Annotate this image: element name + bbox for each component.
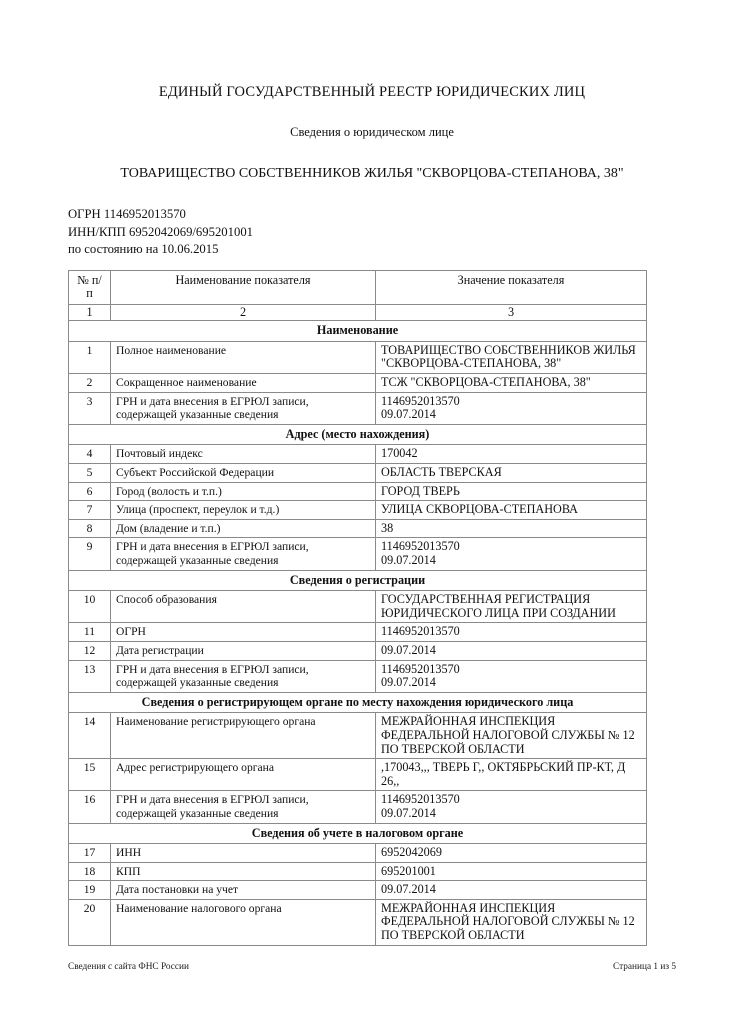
page-title: ЕДИНЫЙ ГОСУДАРСТВЕННЫЙ РЕЕСТР ЮРИДИЧЕСКИХ ЛИЦ [158,84,586,100]
column-index-name: 2 [111,304,376,321]
table-row [69,392,647,424]
row-indicator-name: Полное наименование [111,341,376,373]
table-row [69,623,647,642]
table-row [69,591,647,623]
table-row [69,713,647,759]
table-section-header [69,692,647,713]
row-indicator-value: ГОРОД ТВЕРЬ [376,482,647,501]
table-section-title: Сведения о регистрирующем органе по месту нахождения юридического лица [69,692,647,713]
row-indicator-name: ИНН [111,844,376,863]
table-row [69,660,647,692]
row-number: 14 [69,713,111,759]
row-indicator-value: ОБЛАСТЬ ТВЕРСКАЯ [376,464,647,483]
row-indicator-name: ГРН и дата внесения в ЕГРЮЛ записи, содержащей указанные сведения [111,392,376,424]
table-section-header [69,424,647,445]
row-indicator-name: Субъект Российской Федерации [111,464,376,483]
row-indicator-value: 09.07.2014 [376,641,647,660]
footer-page-number: Страница 1 из 5 [613,962,676,972]
table-section-title: Адрес (место нахождения) [69,424,647,445]
table-section-title: Наименование [69,321,647,342]
row-indicator-value: ТОВАРИЩЕСТВО СОБСТВЕННИКОВ ЖИЛЬЯ "СКВОРЦОВА-СТЕПАНОВА, 38" [376,341,647,373]
row-indicator-value: 1146952013570 09.07.2014 [376,538,647,570]
row-number: 18 [69,862,111,881]
row-indicator-name: Дата регистрации [111,641,376,660]
row-indicator-name: Дата постановки на учет [111,881,376,900]
table-row [69,844,647,863]
table-row [69,445,647,464]
as-of-date-line: по состоянию на 10.06.2015 [68,242,219,256]
row-indicator-name: ГРН и дата внесения в ЕГРЮЛ записи, содержащей указанные сведения [111,660,376,692]
row-number: 7 [69,501,111,520]
table-section-header [69,321,647,342]
table-section-header [69,823,647,844]
column-header-value: Значение показателя [376,270,647,304]
row-number: 2 [69,374,111,393]
column-index-value: 3 [376,304,647,321]
row-indicator-name: Наименование регистрирующего органа [111,713,376,759]
row-indicator-name: Дом (владение и т.п.) [111,519,376,538]
row-indicator-value: ТСЖ "СКВОРЦОВА-СТЕПАНОВА, 38" [376,374,647,393]
row-indicator-value: 1146952013570 [376,623,647,642]
row-indicator-name: Улица (проспект, переулок и т.д.) [111,501,376,520]
table-row [69,862,647,881]
row-number: 16 [69,791,111,823]
column-index-num: 1 [69,304,111,321]
row-indicator-value: 38 [376,519,647,538]
row-indicator-name: ОГРН [111,623,376,642]
row-indicator-name: ГРН и дата внесения в ЕГРЮЛ записи, содержащей указанные сведения [111,791,376,823]
ogrn-line: ОГРН 1146952013570 [68,207,186,221]
table-row [69,759,647,791]
row-indicator-name: Сокращенное наименование [111,374,376,393]
table-row [69,341,647,373]
row-number: 12 [69,641,111,660]
table-row [69,482,647,501]
row-indicator-value: 1146952013570 09.07.2014 [376,660,647,692]
registry-table [68,270,647,946]
row-number: 17 [69,844,111,863]
row-number: 3 [69,392,111,424]
row-indicator-value: 1146952013570 09.07.2014 [376,791,647,823]
row-indicator-name: Адрес регистрирующего органа [111,759,376,791]
row-indicator-name: Почтовый индекс [111,445,376,464]
row-indicator-name: ГРН и дата внесения в ЕГРЮЛ записи, содержащей указанные сведения [111,538,376,570]
table-row [69,791,647,823]
row-indicator-value: ГОСУДАРСТВЕННАЯ РЕГИСТРАЦИЯ ЮРИДИЧЕСКОГО ЛИЦА ПРИ СОЗДАНИИ [376,591,647,623]
table-row [69,501,647,520]
document-subtitle: Сведения о юридическом лице [290,125,454,139]
row-indicator-value: МЕЖРАЙОННАЯ ИНСПЕКЦИЯ ФЕДЕРАЛЬНОЙ НАЛОГОВОЙ СЛУЖБЫ № 12 ПО ТВЕРСКОЙ ОБЛАСТИ [376,713,647,759]
row-number: 11 [69,623,111,642]
entity-identifiers [0,182,744,259]
row-indicator-value: ,170043,,, ТВЕРЬ Г,, ОКТЯБРЬСКИЙ ПР-КТ, Д 26,, [376,759,647,791]
row-indicator-name: Наименование налогового органа [111,899,376,945]
entity-name: ТОВАРИЩЕСТВО СОБСТВЕННИКОВ ЖИЛЬЯ "СКВОРЦОВА-СТЕПАНОВА, 38" [120,166,624,181]
inn-kpp-line: ИНН/КПП 6952042069/695201001 [68,224,254,239]
table-row [69,881,647,900]
footer-source: Сведения с сайта ФНС России [68,962,189,972]
row-indicator-value: 695201001 [376,862,647,881]
row-number: 13 [69,660,111,692]
row-number: 9 [69,538,111,570]
table-row [69,374,647,393]
row-indicator-name: КПП [111,862,376,881]
row-number: 20 [69,899,111,945]
row-indicator-name: Город (волость и т.п.) [111,482,376,501]
table-section-title: Сведения о регистрации [69,570,647,591]
row-indicator-value: 09.07.2014 [376,881,647,900]
table-header-row [69,270,647,304]
column-header-num: № п/п [69,270,111,304]
table-row [69,899,647,945]
row-number: 10 [69,591,111,623]
row-indicator-value: 170042 [376,445,647,464]
row-number: 5 [69,464,111,483]
table-row [69,641,647,660]
table-row [69,464,647,483]
row-number: 8 [69,519,111,538]
row-indicator-value: МЕЖРАЙОННАЯ ИНСПЕКЦИЯ ФЕДЕРАЛЬНОЙ НАЛОГОВОЙ СЛУЖБЫ № 12 ПО ТВЕРСКОЙ ОБЛАСТИ [376,899,647,945]
table-column-number-row [69,304,647,321]
row-indicator-value: 1146952013570 09.07.2014 [376,392,647,424]
row-indicator-value: 6952042069 [376,844,647,863]
table-section-header [69,570,647,591]
table-section-title: Сведения об учете в налоговом органе [69,823,647,844]
row-indicator-name: Способ образования [111,591,376,623]
row-indicator-value: УЛИЦА СКВОРЦОВА-СТЕПАНОВА [376,501,647,520]
column-header-name: Наименование показателя [111,270,376,304]
row-number: 15 [69,759,111,791]
page-footer [68,962,676,972]
row-number: 1 [69,341,111,373]
row-number: 4 [69,445,111,464]
row-number: 6 [69,482,111,501]
row-number: 19 [69,881,111,900]
table-row [69,519,647,538]
table-row [69,538,647,570]
